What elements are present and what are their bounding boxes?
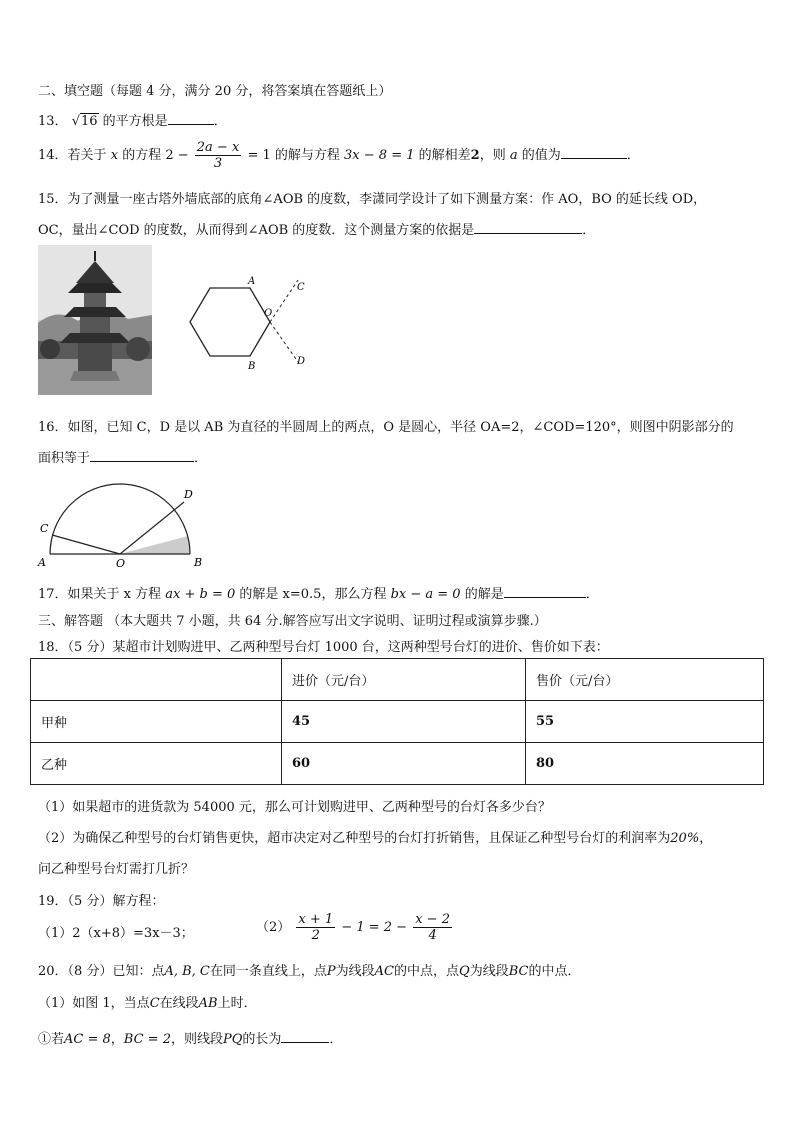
q14-var-x: x <box>110 148 119 163</box>
q20-text-5: 为线段 <box>469 964 509 979</box>
label-d: D <box>297 356 306 367</box>
q19-fraction-1 <box>296 912 335 943</box>
q19-stem: 19．（5 分）解方程： <box>38 894 165 909</box>
q20-text-1: 20．（8 分）已知：点 <box>38 964 165 979</box>
q14-number: 14． <box>38 148 68 163</box>
q20-p1-text-2: 在线段 <box>159 996 199 1011</box>
q20-s1-text-1: ①若 <box>38 1032 65 1047</box>
table-header-cell: 进价（元/台） <box>282 659 526 701</box>
q20-end: ． <box>329 1032 343 1047</box>
q17-text-3: 的解是 <box>464 587 504 602</box>
q14-answer-blank[interactable] <box>561 146 627 159</box>
q20-s1-text-2: ，则线段 <box>170 1032 223 1047</box>
q18-stem: 18．（5 分）某超市计划购进甲、乙两种型号台灯 1000 台，这两种型号台灯的进价、售价如下表： <box>38 640 609 655</box>
q17-text-2: 的解是 x=0.5，那么方程 <box>239 587 387 602</box>
label-c: C <box>40 522 49 535</box>
q20-part-1 <box>38 992 257 1011</box>
q17-eq2: bx − a = 0 <box>390 587 461 602</box>
segment-co <box>52 535 120 554</box>
table-header-row <box>31 659 764 701</box>
q14-diff: 2 <box>470 148 480 163</box>
q20-s1-text-3: 的长为 <box>242 1032 282 1047</box>
label-c: C <box>297 282 305 293</box>
q18-part-2-line-1 <box>38 827 712 846</box>
label-a: A <box>248 276 256 287</box>
q20-segment-bc: BC <box>508 964 529 979</box>
q18-part-2-line-2: 问乙种型号台灯需打几折？ <box>38 862 195 877</box>
q14-end: ． <box>626 148 640 163</box>
table-cell: 乙种 <box>31 743 282 785</box>
q15-hexagon-figure <box>180 270 320 380</box>
q18-profit-rate: 20% <box>670 831 700 846</box>
section-3-title: 三、解答题 （本大题共 7 小题，共 64 分.解答应写出文字说明、证明过程或演算步骤.） <box>38 614 547 629</box>
q14-eq1-tail: = 1 <box>247 148 271 163</box>
q19-fraction-2 <box>413 912 452 943</box>
question-13 <box>38 110 227 129</box>
q17-text-1: 17．如果关于 x 方程 <box>38 587 162 602</box>
q14-fraction <box>195 140 242 171</box>
q20-point-c: C <box>149 996 160 1011</box>
q20-segment-ab: AB <box>198 996 218 1011</box>
q19-middle: − 1 = 2 − <box>341 920 408 935</box>
label-o: O <box>116 557 126 570</box>
q20-p1-text-3: 上时． <box>217 996 257 1011</box>
table-header-cell <box>31 659 282 701</box>
q20-text-6: 的中点． <box>528 964 581 979</box>
section-2-title: 二、填空题（每题 4 分，满分 20 分，将答案填在答题纸上） <box>38 84 392 99</box>
question-14 <box>38 140 640 171</box>
table-row <box>31 743 764 785</box>
label-o: O <box>264 308 273 319</box>
q16-answer-blank[interactable] <box>90 449 194 462</box>
q16-end: ． <box>194 451 208 466</box>
table-row <box>31 701 764 743</box>
q15-end: ． <box>582 223 596 238</box>
q17-answer-blank[interactable] <box>504 585 586 598</box>
q13-number: 13． <box>38 114 68 129</box>
table-header-cell: 售价（元/台） <box>526 659 764 701</box>
q15-line-1: 15．为了测量一座古塔外墙底部的底角∠AOB 的度数，李潇同学设计了如下测量方案：作 AO，BO 的延长线 OD， <box>38 192 707 207</box>
q20-text-3: 为线段 <box>335 964 375 979</box>
table-cell: 80 <box>526 743 764 785</box>
label-d: D <box>184 488 193 501</box>
price-table <box>30 658 764 785</box>
q13-end: ． <box>213 114 227 129</box>
q13-answer-blank[interactable] <box>168 112 214 125</box>
table-cell: 45 <box>282 701 526 743</box>
q15-answer-blank[interactable] <box>474 221 582 234</box>
q14-text-2: 的方程 <box>122 148 162 163</box>
extension-oc <box>270 280 298 322</box>
q14-text-5: ，则 <box>479 148 506 163</box>
q20-points: A, B, C <box>164 964 210 979</box>
q20-text-4: 的中点，点 <box>394 964 460 979</box>
table-cell: 60 <box>282 743 526 785</box>
label-a: A <box>38 556 46 569</box>
q16-line-1: 16．如图，已知 C，D 是以 AB 为直径的半圆周上的两点，O 是圆心，半径 OA=2，∠COD=120°，则图中阴影部分的 <box>38 420 734 435</box>
q13-radicand: 16 <box>80 114 98 129</box>
q14-frac-numerator: 2a − x <box>196 140 240 155</box>
q19-part-2-label: （2） <box>256 920 291 935</box>
extension-od <box>270 322 298 362</box>
q20-p1-text-1: （1）如图 1，当点 <box>38 996 150 1011</box>
q17-eq1: ax + b = 0 <box>165 587 236 602</box>
q20-s1-comma: ， <box>110 1032 124 1047</box>
q20-sub-1 <box>38 1028 342 1047</box>
q18-part-2-comma: ， <box>699 831 713 846</box>
hexagon-shape <box>190 288 273 356</box>
q20-point-q: Q <box>459 964 470 979</box>
label-b: B <box>194 556 203 569</box>
q20-point-p: P <box>326 964 336 979</box>
q16-semicircle-figure <box>34 478 214 570</box>
q19-part-1: （1）2（x+8）=3x－3； <box>38 926 194 941</box>
q19-frac1-numerator: x + 1 <box>298 912 334 927</box>
q20-segment-pq: PQ <box>222 1032 243 1047</box>
q14-eq1-lead: 2 − <box>165 148 189 163</box>
q14-eq2: 3x − 8 = 1 <box>344 148 415 163</box>
q20-stem <box>38 960 580 979</box>
sqrt-16: √16 <box>71 114 98 129</box>
q19-frac2-numerator: x − 2 <box>415 912 450 927</box>
question-17 <box>38 583 599 602</box>
q14-frac-denominator: 3 <box>213 156 223 171</box>
q14-text-1: 若关于 <box>67 148 107 163</box>
q19-part-2 <box>256 912 454 943</box>
pagoda-photo <box>38 245 152 395</box>
label-b: B <box>248 361 256 372</box>
q20-bc-value: BC = 2 <box>123 1032 171 1047</box>
q20-answer-blank[interactable] <box>281 1030 329 1043</box>
q16-line-2-text: 面积等于 <box>38 451 91 466</box>
q20-text-2: 在同一条直线上，点 <box>209 964 327 979</box>
q15-line-2-text: OC，量出∠COD 的度数，从而得到∠AOB 的度数．这个测量方案的依据是 <box>38 223 475 238</box>
q20-ac-value: AC = 8 <box>64 1032 111 1047</box>
q14-text-3: 的解与方程 <box>274 148 340 163</box>
q14-var-a: a <box>509 148 518 163</box>
q18-part-2-text: （2）为确保乙种型号的台灯销售更快，超市决定对乙种型号的台灯打折销售，且保证乙种型号台灯的利润率为 <box>38 831 671 846</box>
q15-line-2 <box>38 219 595 238</box>
q13-text: 的平方根是 <box>102 114 168 129</box>
q14-text-6: 的值为 <box>521 148 561 163</box>
q18-part-1: （1）如果超市的进货款为 54000 元，那么可计划购进甲、乙两种型号的台灯各多少台？ <box>38 800 551 815</box>
q20-segment-ac: AC <box>374 964 394 979</box>
q14-text-4: 的解相差 <box>418 148 471 163</box>
q19-frac1-denominator: 2 <box>311 928 320 943</box>
q19-frac2-denominator: 4 <box>428 928 437 943</box>
table-cell: 甲种 <box>31 701 282 743</box>
q16-line-2 <box>38 447 207 466</box>
q17-end: ． <box>585 587 599 602</box>
table-cell: 55 <box>526 701 764 743</box>
